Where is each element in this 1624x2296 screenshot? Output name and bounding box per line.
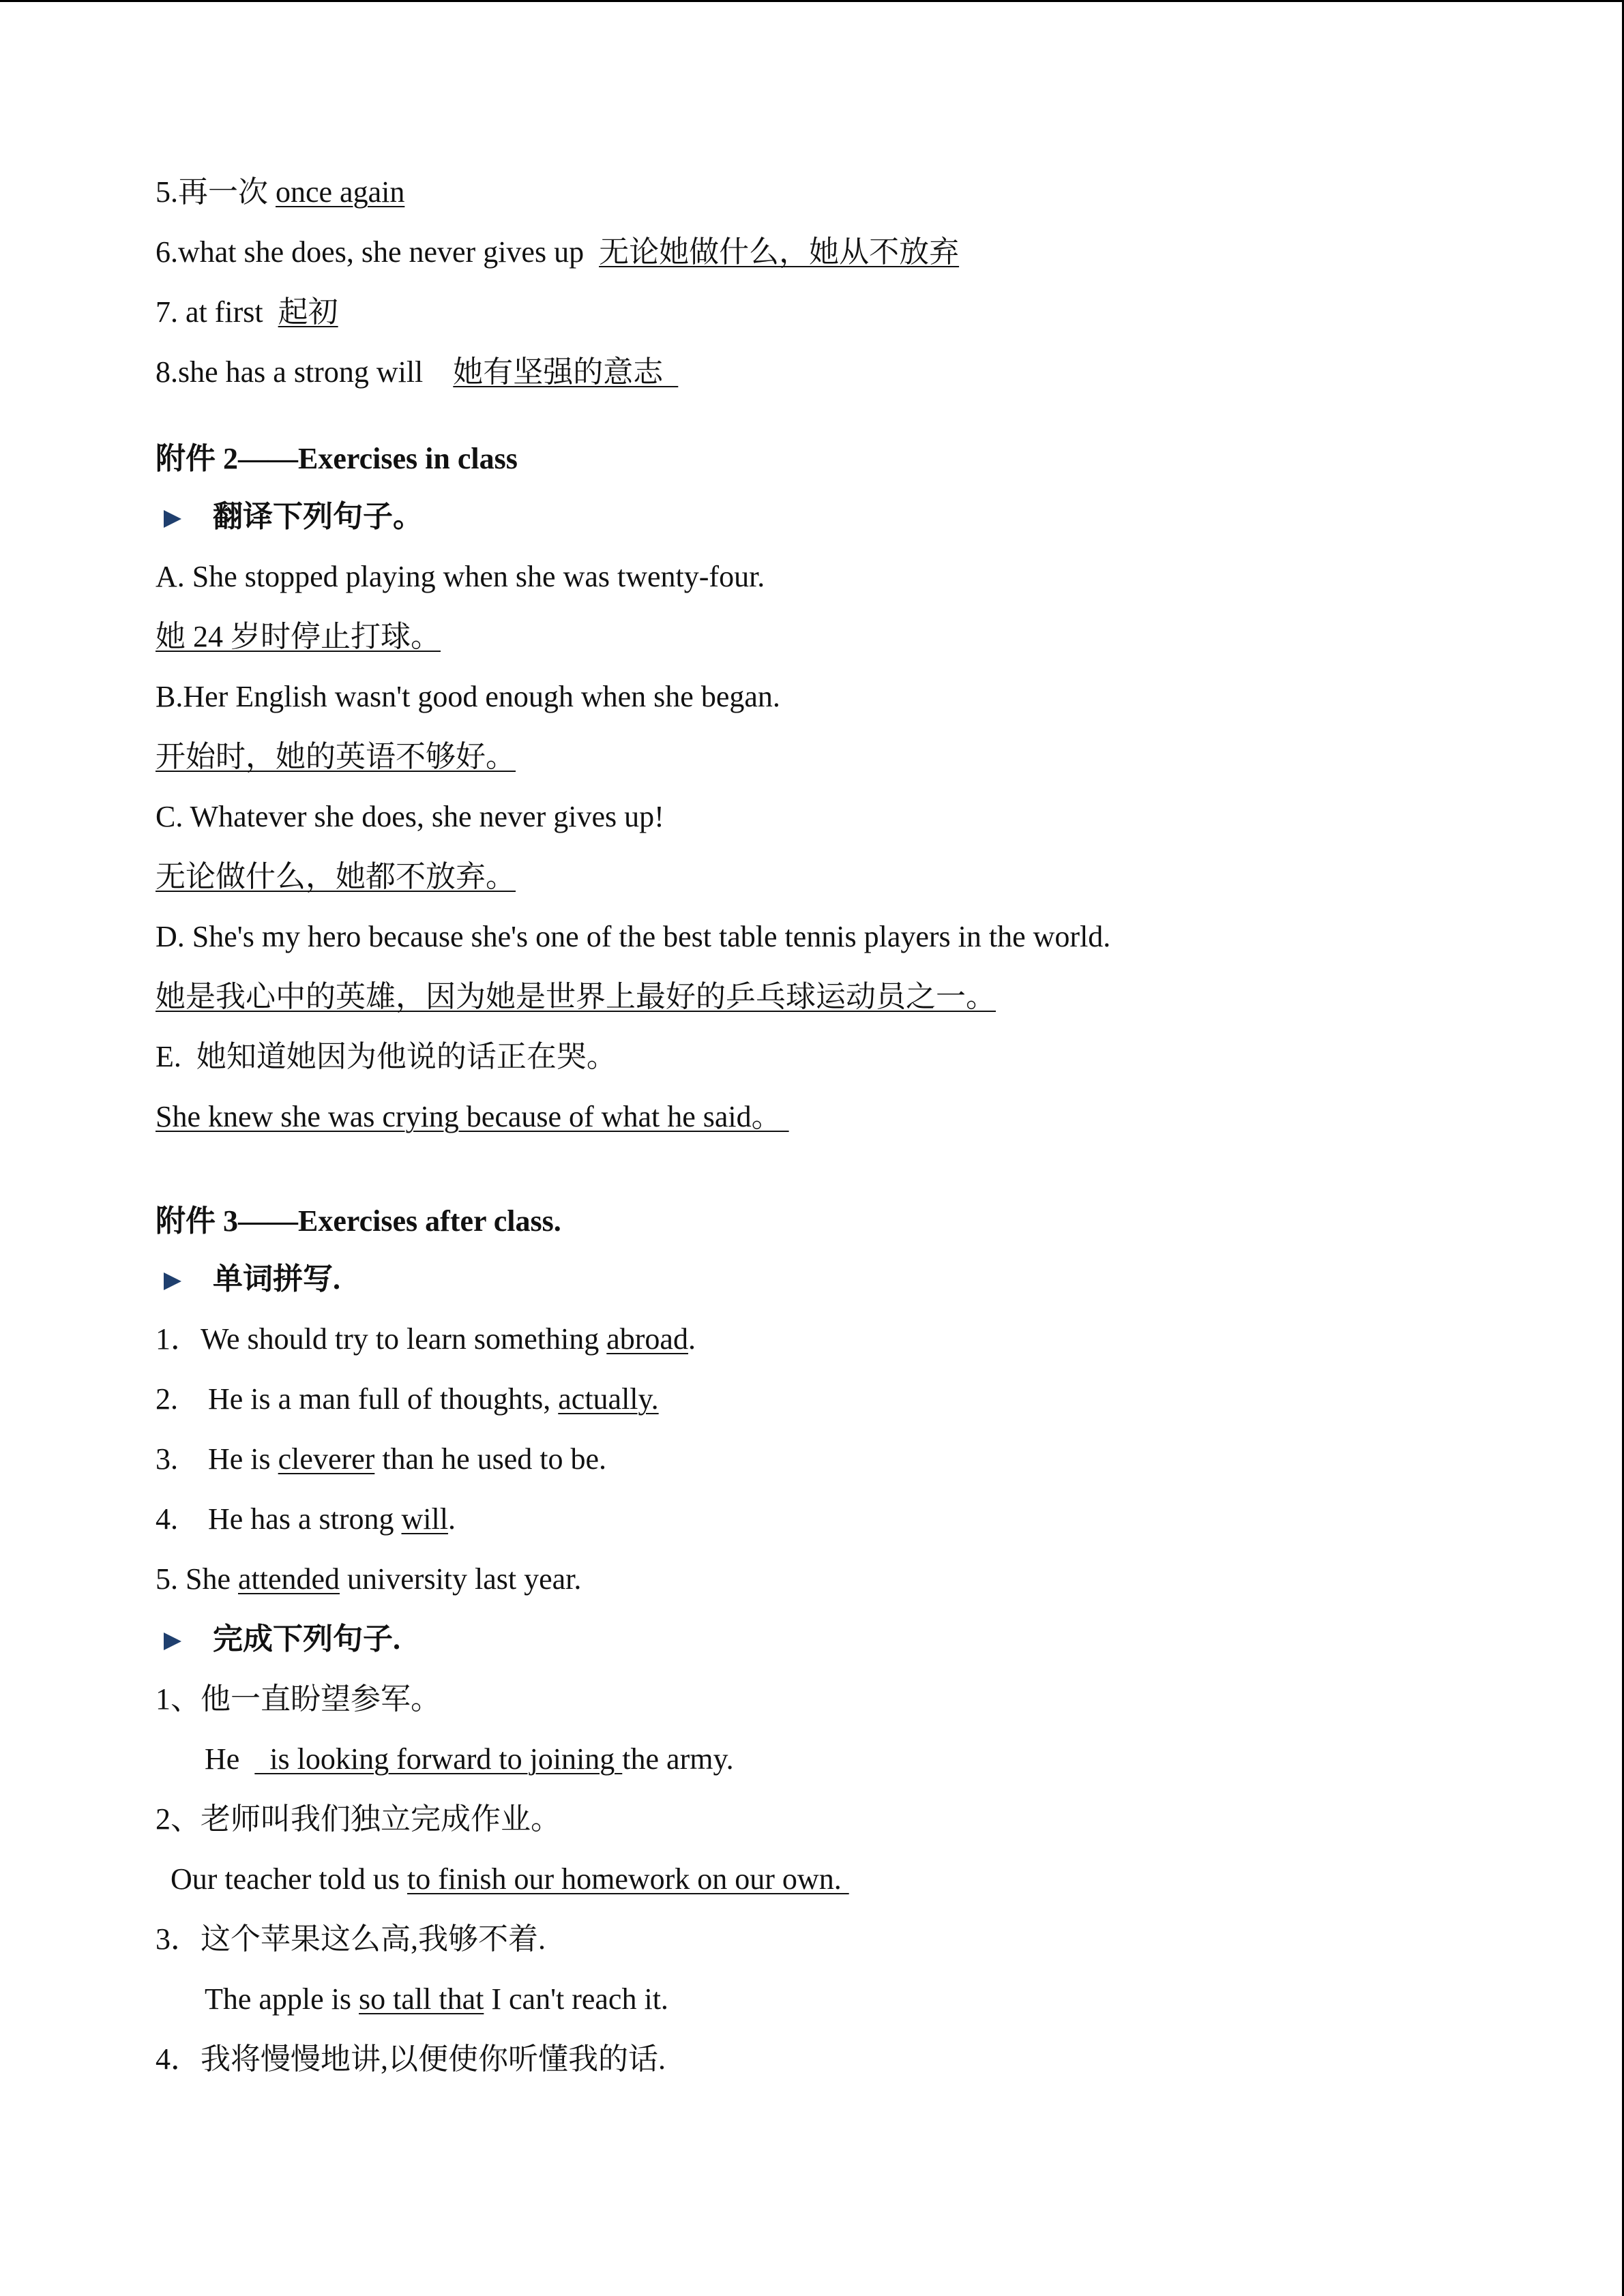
translate-answer-d: 她是我心中的英雄，因为她是世界上最好的乒乓球运动员之一。: [156, 980, 996, 1013]
spelling-item-4: 4. He has a strong will.: [156, 1502, 456, 1536]
translate-question-c: C. Whatever she does, she never gives up!: [156, 800, 664, 833]
spelling-item-5: 5. She attended university last year.: [156, 1562, 582, 1596]
page-top-border: [0, 0, 1624, 2]
vocab-item-5: 5.再一次 once again: [156, 175, 405, 209]
complete-question-1: 1、他一直盼望参军。: [156, 1682, 441, 1716]
translate-question-d: D. She's my hero because she's one of the best table tennis players in the world.: [156, 920, 1111, 953]
translate-section-title: 翻译下列句子。: [164, 498, 423, 536]
vocab-item-7: 7. at first 起初: [156, 295, 338, 329]
complete-section-title: 完成下列句子.: [164, 1620, 400, 1658]
translate-question-b: B.Her English wasn't good enough when she began.: [156, 680, 780, 713]
spelling-item-3: 3. He is cleverer than he used to be.: [156, 1442, 607, 1476]
vocab-item-6: 6.what she does, she never gives up 无论她做什么，她从不放弃: [156, 235, 960, 269]
complete-answer-1: He is looking forward to joining the army.: [205, 1742, 734, 1776]
translate-question-e: E. 她知道她因为他说的话正在哭。: [156, 1040, 617, 1073]
complete-question-3: 3．这个苹果这么高,我够不着.: [156, 1922, 546, 1956]
attachment-3-heading: 附件 3——Exercises after class.: [156, 1204, 561, 1238]
complete-answer-2: Our teacher told us to finish our homework on our own.: [171, 1862, 849, 1896]
complete-question-2: 2、老师叫我们独立完成作业。: [156, 1802, 561, 1836]
triangle-bullet-icon: [164, 1272, 181, 1290]
complete-question-4: 4．我将慢慢地讲,以便使你听懂我的话.: [156, 2042, 666, 2076]
translate-answer-b: 开始时，她的英语不够好。: [156, 740, 516, 773]
vocab-item-8: 8.she has a strong will 她有坚强的意志: [156, 355, 679, 389]
attachment-2-heading: 附件 2——Exercises in class: [156, 442, 518, 475]
translate-answer-a: 她 24 岁时停止打球。: [156, 620, 441, 653]
translate-answer-e: She knew she was crying because of what he said。: [156, 1100, 789, 1133]
spelling-item-1: 1．We should try to learn something abroad.: [156, 1322, 696, 1356]
spelling-section-title: 单词拼写.: [164, 1260, 340, 1298]
translate-question-a: A. She stopped playing when she was twenty-four.: [156, 560, 765, 593]
spelling-item-2: 2. He is a man full of thoughts, actually.: [156, 1382, 659, 1416]
translate-answer-c: 无论做什么，她都不放弃。: [156, 860, 516, 893]
triangle-bullet-icon: [164, 1632, 181, 1650]
triangle-bullet-icon: [164, 510, 181, 528]
complete-answer-3: The apple is so tall that I can't reach it.: [205, 1982, 668, 2016]
